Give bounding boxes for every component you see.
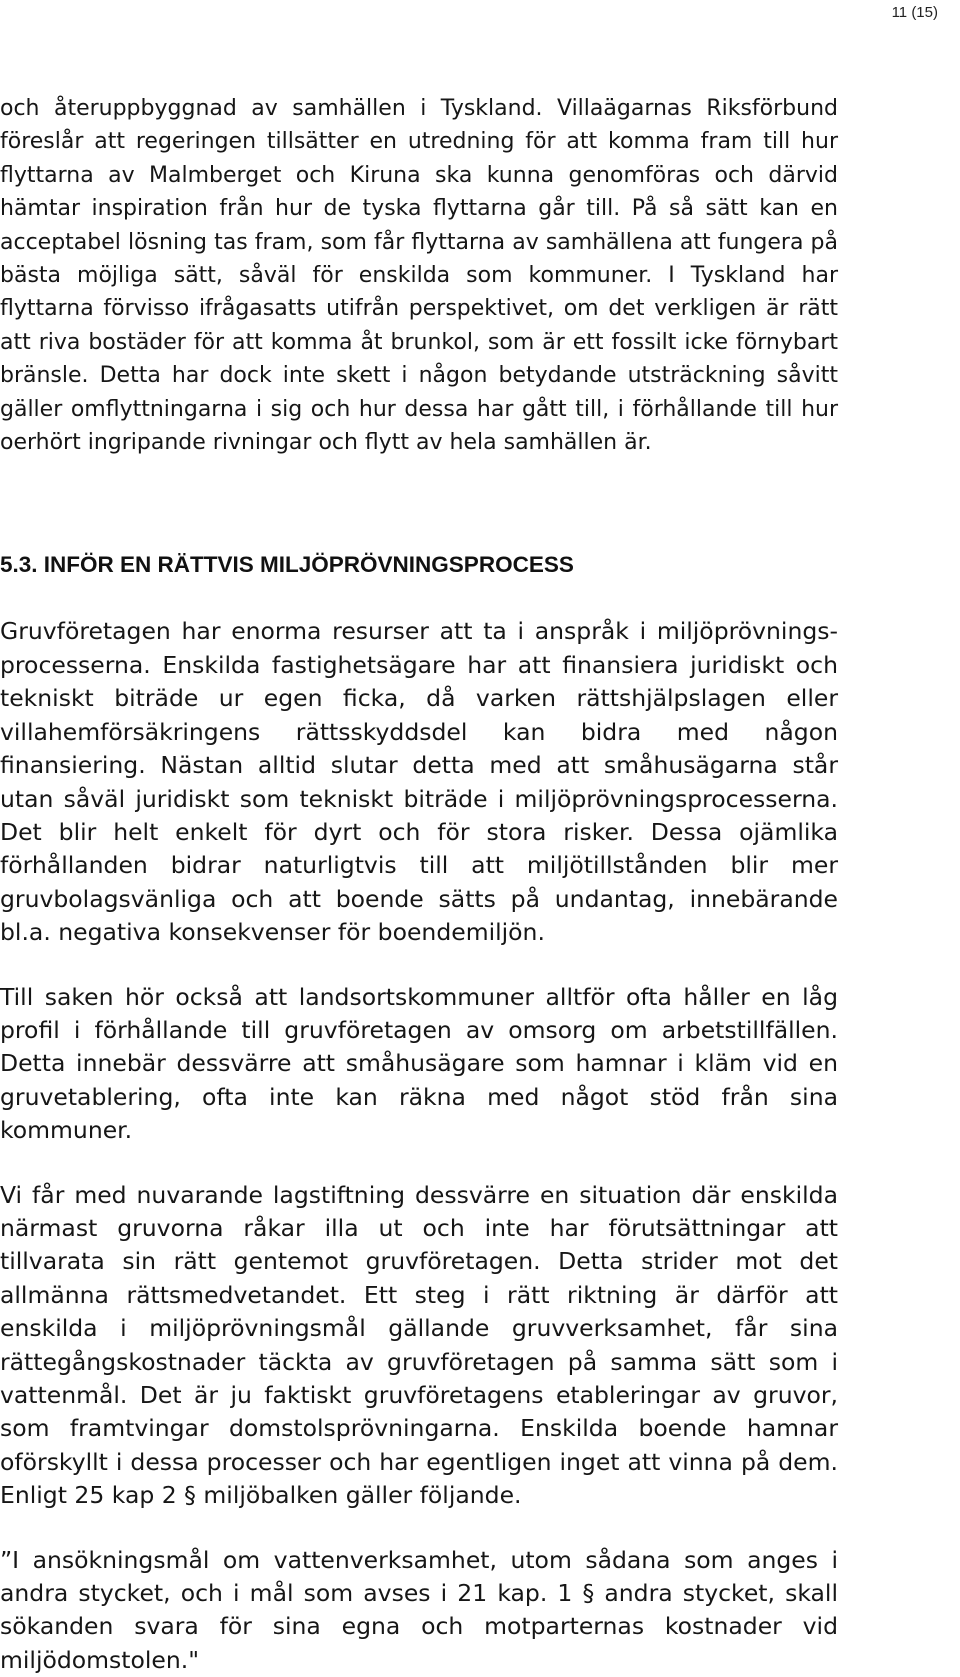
- legal-quote: ”I ansökningsmål om vattenverksamhet, utom sådana som anges i andra stycket, och i mål som avses i 21 kap. 1 § andra stycket, skall sökanden svara för sina egna och motparternas kostnader vid miljödomstolen.": [0, 1545, 838, 1674]
- section-heading: 5.3. INFÖR EN RÄTTVIS MILJÖPRÖVNINGSPROCESS: [0, 552, 574, 578]
- intro-paragraph: och återuppbyggnad av samhällen i Tyskland. Villaägarnas Riksförbund föreslår att regeringen tillsätter en utredning för att komma fram till hur flyttarna av Malmberget och Kiruna ska kunna genomföras och därvid hämtar inspiration från hur de tyska flyttarna går till. På så sätt kan en acceptabel lösning tas fram, som får flyttarna av samhällena att fungera på bästa möjliga sätt, såväl för enskilda som kommuner. I Tyskland har flyttarna förvisso ifrågasatts utifrån perspektivet, om det verkligen är rätt att riva bostäder för att komma åt brunkol, som är ett fossilt icke förnybart bränsle. Detta har dock inte skett i någon betydande utsträckning såvitt gäller omflyttningarna i sig och hur dessa har gått till, i förhållande till hur oerhört ingripande rivningar och flytt av hela samhällen är.: [0, 96, 838, 456]
- paragraph-legislation: Vi får med nuvarande lagstiftning dessvärre en situation där enskilda närmast gruvorna råkar illa ut och inte har förutsättningar att tillvarata sin rätt gentemot gruvföretagen. Detta strider mot det allmänna rättsmedvetandet. Ett steg i rätt riktning är därför att enskilda i miljöprövningsmål gällande gruvverksamhet, får sina rättegångskostnader täckta av gruvföretagen på samma sätt som i vattenmål. Det är ju faktiskt gruvföretagens etableringar av gruvor, som framtvingar domstolsprövningarna. Enskilda boende hamnar oförskyllt i dessa processer och har egentligen inget att vinna på dem. Enligt 25 kap 2 § miljöbalken gäller följande.: [0, 1180, 838, 1510]
- document-body: [0, 92, 838, 1677]
- paragraph-spacer: [0, 950, 838, 981]
- paragraph-resources: Gruvföretagen har enorma resurser att ta i anspråk i miljöprövnings-processerna. Enskilda fastighetsägare har att finansiera juridiskt och tekniskt biträde ur egen ficka, då varken rättshjälpslagen eller villahemförsäkringens rättsskyddsdel kan bidra med någon finansiering. Nästan alltid slutar detta med att småhusägarna står utan såväl juridiskt som tekniskt biträde i miljöprövningsprocesserna. Det blir helt enkelt för dyrt och för stora risker. Dessa ojämlika förhållanden bidrar naturligtvis till att miljötillstånden blir mer gruvbolagsvänliga och att boende sätts på undantag, innebärande bl.a. negativa konsekvenser för boendemiljön.: [0, 617, 838, 947]
- paragraph-spacer: [0, 1513, 838, 1544]
- paragraph-spacer: [0, 1148, 838, 1179]
- page-number: 11 (15): [891, 4, 938, 21]
- paragraph-municipalities: Till saken hör också att landsortskommuner alltför ofta håller en låg profil i förhållande till gruvföretagen av omsorg om arbetstillfällen. Detta innebär dessvärre att småhusägare som hamnar i kläm vid en gruvetablering, ofta inte kan räkna med något stöd från sina kommuner.: [0, 982, 838, 1145]
